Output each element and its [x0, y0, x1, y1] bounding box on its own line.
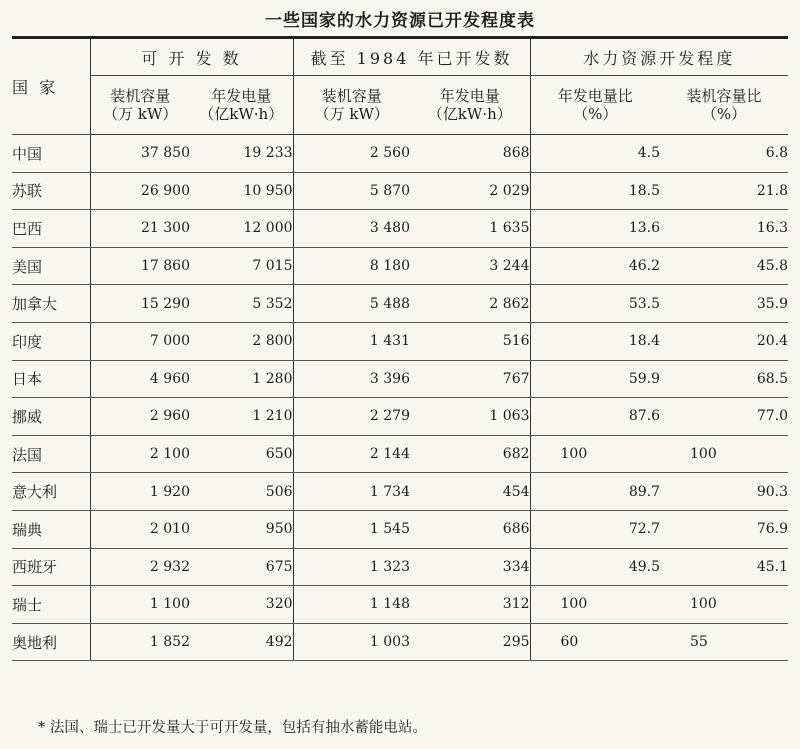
developed-generation-cell: 868: [410, 135, 530, 173]
generation-ratio-cell: 18.5: [530, 172, 660, 210]
hydropower-table: [12, 36, 788, 661]
capacity-ratio-cell: 45.1: [660, 548, 788, 586]
capacity-ratio-cell: 100: [660, 435, 788, 473]
generation-ratio-cell: 87.6: [530, 398, 660, 436]
developable-generation-cell: 2 800: [190, 322, 293, 360]
developable-capacity-cell: 37 850: [90, 135, 190, 173]
header-group-row: [12, 38, 788, 76]
developed-capacity-cell: 8 180: [293, 247, 410, 285]
developed-capacity-cell: 3 396: [293, 360, 410, 398]
developable-generation-cell: 320: [190, 586, 293, 624]
table-row: [12, 435, 788, 473]
developable-generation-cell: 12 000: [190, 210, 293, 248]
col-header-generation: 年发电量 （亿kW·h）: [410, 76, 530, 135]
developed-generation-cell: 2 029: [410, 172, 530, 210]
col-header-generation: 年发电量 （亿kW·h）: [190, 76, 293, 135]
developed-generation-cell: 1 063: [410, 398, 530, 436]
developable-generation-cell: 675: [190, 548, 293, 586]
developable-capacity-cell: 1 852: [90, 623, 190, 661]
developable-generation-cell: 506: [190, 473, 293, 511]
developable-capacity-cell: 7 000: [90, 322, 190, 360]
table-row: [12, 247, 788, 285]
header-column-row: [12, 76, 788, 135]
table-row: [12, 360, 788, 398]
table-row: [12, 285, 788, 323]
capacity-ratio-cell: 100: [660, 586, 788, 624]
developable-generation-cell: 1 280: [190, 360, 293, 398]
generation-ratio-cell: 46.2: [530, 247, 660, 285]
developable-capacity-cell: 21 300: [90, 210, 190, 248]
developed-capacity-cell: 1 148: [293, 586, 410, 624]
capacity-ratio-cell: 68.5: [660, 360, 788, 398]
capacity-ratio-cell: 76.9: [660, 510, 788, 548]
capacity-ratio-cell: 16.3: [660, 210, 788, 248]
developed-generation-cell: 334: [410, 548, 530, 586]
developed-generation-cell: 2 862: [410, 285, 530, 323]
country-cell: 西班牙: [12, 548, 90, 586]
developable-generation-cell: 492: [190, 623, 293, 661]
generation-ratio-cell: 60: [530, 623, 660, 661]
developed-generation-cell: 312: [410, 586, 530, 624]
developable-capacity-cell: 15 290: [90, 285, 190, 323]
capacity-ratio-cell: 90.3: [660, 473, 788, 511]
developable-capacity-cell: 2 932: [90, 548, 190, 586]
developable-capacity-cell: 2 010: [90, 510, 190, 548]
col-header-capacity: 装机容量 （万 kW）: [293, 76, 410, 135]
developed-capacity-cell: 2 560: [293, 135, 410, 173]
developed-generation-cell: 686: [410, 510, 530, 548]
country-cell: 美国: [12, 247, 90, 285]
capacity-ratio-cell: 55: [660, 623, 788, 661]
table-row: [12, 510, 788, 548]
developed-generation-cell: 3 244: [410, 247, 530, 285]
developable-generation-cell: 950: [190, 510, 293, 548]
developed-capacity-cell: 5 488: [293, 285, 410, 323]
col-header-capacity: 装机容量 （万 kW）: [90, 76, 190, 135]
capacity-ratio-cell: 35.9: [660, 285, 788, 323]
country-header: 国 家: [12, 38, 90, 135]
developed-capacity-cell: 1 545: [293, 510, 410, 548]
developable-generation-cell: 19 233: [190, 135, 293, 173]
developed-capacity-cell: 3 480: [293, 210, 410, 248]
developable-capacity-cell: 1 920: [90, 473, 190, 511]
developed-generation-cell: 295: [410, 623, 530, 661]
group-header-developable: 可 开 发 数: [90, 38, 293, 76]
table-row: [12, 322, 788, 360]
country-cell: 中国: [12, 135, 90, 173]
table-row: [12, 548, 788, 586]
table-row: [12, 172, 788, 210]
developed-capacity-cell: 5 870: [293, 172, 410, 210]
col-header-generation-ratio: 年发电量比 （%）: [530, 76, 660, 135]
country-cell: 苏联: [12, 172, 90, 210]
table-row: [12, 473, 788, 511]
developable-capacity-cell: 26 900: [90, 172, 190, 210]
country-cell: 奥地利: [12, 623, 90, 661]
developable-generation-cell: 5 352: [190, 285, 293, 323]
capacity-ratio-cell: 21.8: [660, 172, 788, 210]
footnote: * 法国、瑞士已开发量大于可开发量，包括有抽水蓄能电站。: [38, 720, 427, 736]
developable-generation-cell: 7 015: [190, 247, 293, 285]
country-cell: 瑞士: [12, 586, 90, 624]
generation-ratio-cell: 72.7: [530, 510, 660, 548]
country-cell: 挪威: [12, 398, 90, 436]
table-row: [12, 135, 788, 173]
capacity-ratio-cell: 20.4: [660, 322, 788, 360]
developed-generation-cell: 682: [410, 435, 530, 473]
developable-capacity-cell: 4 960: [90, 360, 190, 398]
table-row: [12, 398, 788, 436]
country-cell: 法国: [12, 435, 90, 473]
generation-ratio-cell: 53.5: [530, 285, 660, 323]
generation-ratio-cell: 89.7: [530, 473, 660, 511]
generation-ratio-cell: 59.9: [530, 360, 660, 398]
country-cell: 印度: [12, 322, 90, 360]
developable-capacity-cell: 2 960: [90, 398, 190, 436]
generation-ratio-cell: 13.6: [530, 210, 660, 248]
table-title: 一些国家的水力资源已开发程度表: [265, 11, 535, 31]
generation-ratio-cell: 100: [530, 586, 660, 624]
country-cell: 意大利: [12, 473, 90, 511]
developed-capacity-cell: 2 279: [293, 398, 410, 436]
country-cell: 瑞典: [12, 510, 90, 548]
developable-capacity-cell: 2 100: [90, 435, 190, 473]
group-header-development-degree: 水力资源开发程度: [530, 38, 788, 76]
generation-ratio-cell: 18.4: [530, 322, 660, 360]
developed-generation-cell: 1 635: [410, 210, 530, 248]
developed-generation-cell: 516: [410, 322, 530, 360]
table-row: [12, 586, 788, 624]
developable-generation-cell: 1 210: [190, 398, 293, 436]
capacity-ratio-cell: 45.8: [660, 247, 788, 285]
developable-capacity-cell: 17 860: [90, 247, 190, 285]
developable-generation-cell: 10 950: [190, 172, 293, 210]
developed-capacity-cell: 1 734: [293, 473, 410, 511]
developed-generation-cell: 454: [410, 473, 530, 511]
table-row: [12, 623, 788, 661]
capacity-ratio-cell: 6.8: [660, 135, 788, 173]
country-cell: 加拿大: [12, 285, 90, 323]
generation-ratio-cell: 49.5: [530, 548, 660, 586]
capacity-ratio-cell: 77.0: [660, 398, 788, 436]
developable-capacity-cell: 1 100: [90, 586, 190, 624]
group-header-developed-1984: 截至 1984 年已开发数: [293, 38, 530, 76]
developed-capacity-cell: 1 003: [293, 623, 410, 661]
generation-ratio-cell: 4.5: [530, 135, 660, 173]
table-row: [12, 210, 788, 248]
developed-capacity-cell: 2 144: [293, 435, 410, 473]
col-header-capacity-ratio: 装机容量比 （%）: [660, 76, 788, 135]
developed-capacity-cell: 1 323: [293, 548, 410, 586]
country-cell: 巴西: [12, 210, 90, 248]
generation-ratio-cell: 100: [530, 435, 660, 473]
developed-capacity-cell: 1 431: [293, 322, 410, 360]
developed-generation-cell: 767: [410, 360, 530, 398]
country-cell: 日本: [12, 360, 90, 398]
developable-generation-cell: 650: [190, 435, 293, 473]
